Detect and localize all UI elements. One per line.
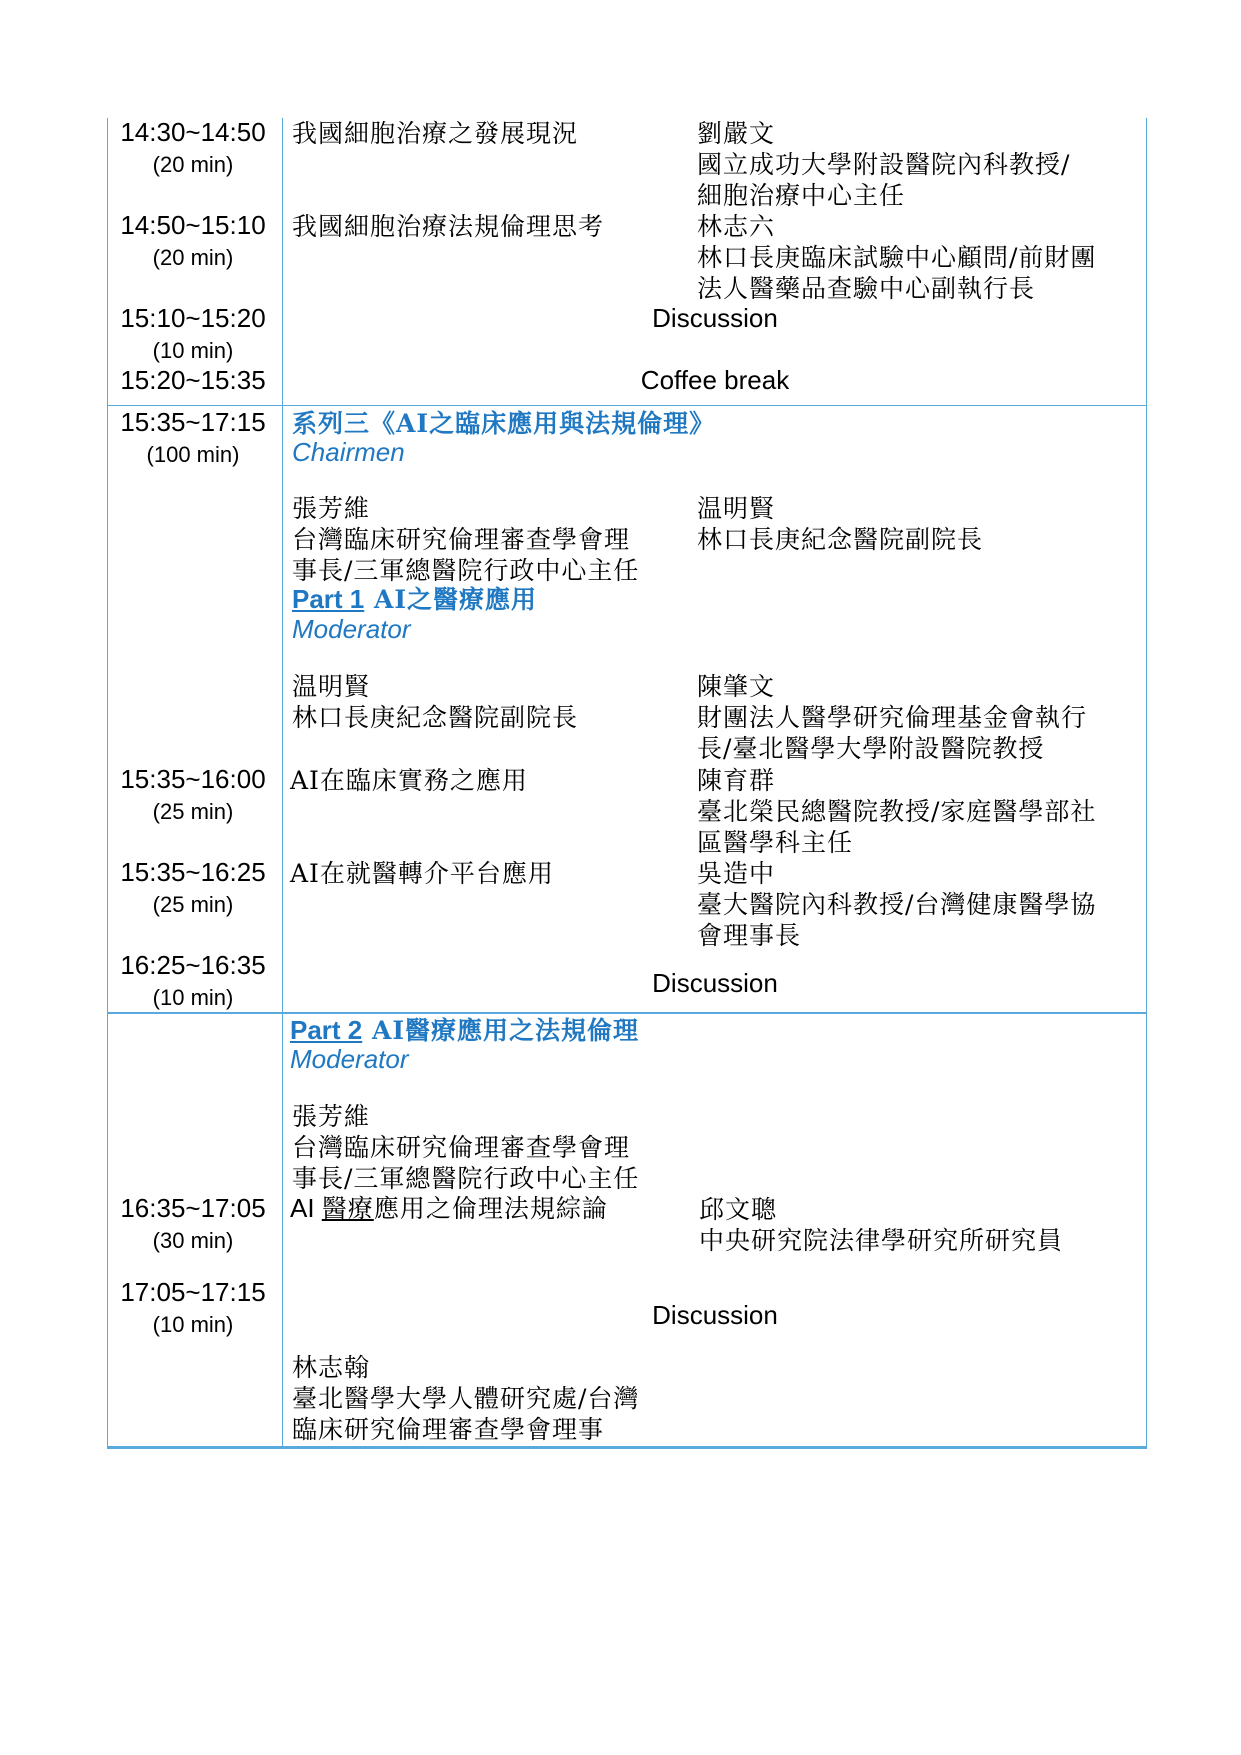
talk1-affiliation-line2: 區醫學科主任 — [697, 828, 854, 857]
talk2-affiliation-line2: 會理事長 — [697, 921, 802, 950]
discussion2-label: Discussion — [652, 968, 778, 998]
session3-duration: (10 min) — [152, 338, 234, 363]
part2-talk1-topic — [290, 1193, 608, 1224]
part2-moderator-name: 張芳維 — [292, 1102, 371, 1131]
part2-title: AI醫療應用之法規倫理 — [362, 1016, 640, 1045]
session2-topic: 我國細胞治療法規倫理思考 — [292, 212, 605, 241]
part1-heading — [292, 584, 537, 615]
session2-speaker: 林志六 — [697, 212, 776, 241]
closing-affiliation-line2: 臨床研究倫理審查學會理事 — [292, 1415, 605, 1444]
part2-talk1-topic-prefix: AI — [290, 1193, 322, 1223]
session2-time: 14:50~15:10 — [120, 210, 266, 240]
discussion2-time: 16:25~16:35 — [120, 950, 266, 980]
discussion2-duration: (10 min) — [152, 985, 234, 1010]
part2-moderator-affiliation-line2: 事長/三軍總醫院行政中心主任 — [292, 1164, 640, 1193]
session1-affiliation-line1: 國立成功大學附設醫院內科教授/ — [697, 150, 1071, 179]
session1-affiliation-line2: 細胞治療中心主任 — [697, 181, 906, 210]
session1-speaker: 劉嚴文 — [697, 119, 776, 148]
chair1-affiliation-line1: 台灣臨床研究倫理審查學會理 — [292, 525, 631, 554]
session3-discussion: Discussion — [652, 303, 778, 333]
session1-topic: 我國細胞治療之發展現況 — [292, 119, 579, 148]
chair1-affiliation-line2: 事長/三軍總醫院行政中心主任 — [292, 556, 640, 585]
part2-label: Part 2 — [290, 1015, 363, 1045]
series3-chairmen-label: Chairmen — [292, 437, 405, 467]
moderator2-affiliation-line2: 長/臺北醫學大學附設醫院教授 — [697, 734, 1045, 763]
part2-moderator-label: Moderator — [290, 1044, 409, 1074]
session2-affiliation-line2: 法人醫藥品查驗中心副執行長 — [697, 274, 1036, 303]
part2-talk1-speaker: 邱文聰 — [699, 1195, 778, 1224]
part1-label: Part 1 — [292, 584, 365, 614]
talk1-time: 15:35~16:00 — [120, 764, 266, 794]
session2-affiliation-line1: 林口長庚臨床試驗中心顧問/前財團 — [697, 243, 1097, 272]
closing-affiliation-line1: 臺北醫學大學人體研究處/台灣 — [292, 1384, 640, 1413]
talk1-speaker: 陳育群 — [697, 766, 776, 795]
coffee-break-time: 15:20~15:35 — [120, 365, 266, 395]
chair2-name: 温明賢 — [697, 494, 776, 523]
moderator2-affiliation-line1: 財團法人醫學研究倫理基金會執行 — [697, 703, 1088, 732]
series3-time: 15:35~17:15 — [120, 407, 266, 437]
column-divider — [282, 118, 283, 1448]
session1-time: 14:30~14:50 — [120, 117, 266, 147]
session2-duration: (20 min) — [152, 245, 234, 270]
session3-time: 15:10~15:20 — [120, 303, 266, 333]
chair1-name: 張芳維 — [292, 494, 371, 523]
part2-heading — [290, 1015, 639, 1046]
moderator1-affiliation: 林口長庚紀念醫院副院長 — [292, 703, 579, 732]
table-right-border — [1146, 118, 1147, 1448]
part2-talk1-time: 16:35~17:05 — [120, 1193, 266, 1223]
talk2-time: 15:35~16:25 — [120, 857, 266, 887]
part2-discussion-duration: (10 min) — [152, 1312, 234, 1337]
closing-name: 林志翰 — [292, 1353, 371, 1382]
talk2-topic: AI在就醫轉介平台應用 — [290, 859, 554, 888]
coffee-break-label: Coffee break — [640, 365, 790, 395]
part1-title: AI之醫療應用 — [364, 585, 538, 614]
series3-duration: (100 min) — [146, 442, 240, 467]
part2-talk1-topic-rest: 應用之倫理法規綜論 — [373, 1194, 608, 1223]
talk2-speaker: 吳造中 — [697, 859, 776, 888]
part2-talk1-topic-underlined: 醫療 — [321, 1194, 374, 1223]
part2-moderator-affiliation-line1: 台灣臨床研究倫理審查學會理 — [292, 1133, 631, 1162]
row-divider-series3 — [107, 405, 1147, 406]
talk1-duration: (25 min) — [152, 799, 234, 824]
part2-discussion-time: 17:05~17:15 — [120, 1277, 266, 1307]
talk1-affiliation-line1: 臺北榮民總醫院教授/家庭醫學部社 — [697, 797, 1097, 826]
moderator2-name: 陳肇文 — [697, 672, 776, 701]
part2-discussion-label: Discussion — [652, 1300, 778, 1330]
part2-talk1-duration: (30 min) — [152, 1228, 234, 1253]
part1-moderator-label: Moderator — [292, 614, 411, 644]
session1-duration: (20 min) — [152, 152, 234, 177]
talk2-duration: (25 min) — [152, 892, 234, 917]
row-divider-part2 — [107, 1012, 1147, 1014]
moderator1-name: 温明賢 — [292, 672, 371, 701]
talk2-affiliation-line1: 臺大醫院內科教授/台灣健康醫學協 — [697, 890, 1097, 919]
table-bottom-border — [107, 1446, 1147, 1449]
talk1-topic: AI在臨床實務之應用 — [290, 766, 528, 795]
series3-title: 系列三《AI之臨床應用與法規倫理》 — [292, 409, 716, 438]
chair2-affiliation: 林口長庚紀念醫院副院長 — [697, 525, 984, 554]
part2-talk1-affiliation: 中央研究院法律學研究所研究員 — [699, 1226, 1064, 1255]
